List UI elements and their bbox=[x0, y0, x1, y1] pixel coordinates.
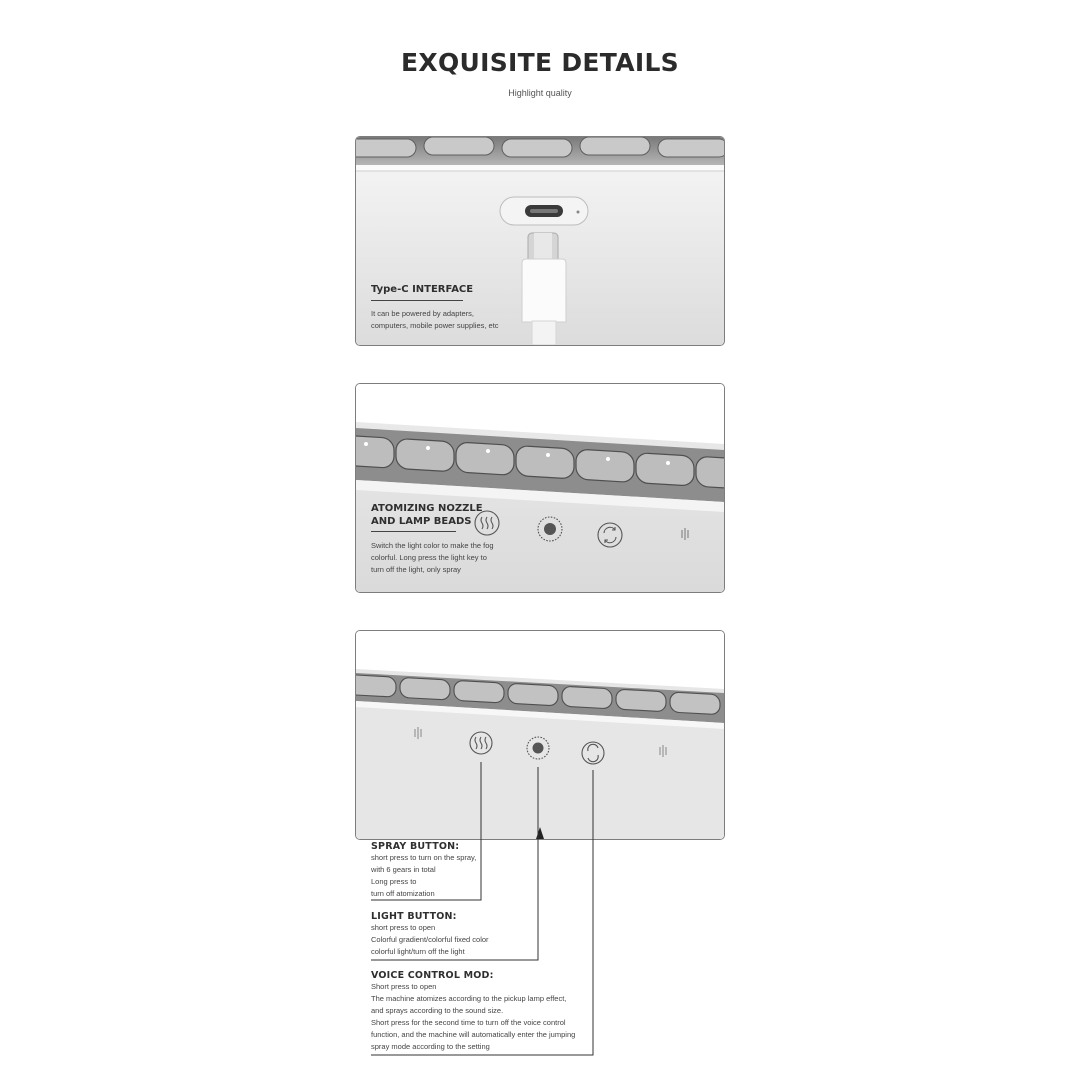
page-title: EXQUISITE DETAILS bbox=[401, 48, 679, 77]
voice-desc-line: Short press for the second time to turn off the voice control bbox=[371, 1018, 566, 1027]
typec-description: It can be powered by adapters, computers, mobile power supplies, etc bbox=[371, 309, 499, 330]
spray-desc-line: with 6 gears in total bbox=[371, 865, 436, 874]
light-desc-line: short press to open bbox=[371, 923, 436, 932]
spray-button-heading: SPRAY BUTTON: bbox=[371, 841, 460, 852]
light-button-heading: LIGHT BUTTON: bbox=[371, 911, 457, 922]
light-desc-line: colorful light/turn off the light bbox=[371, 947, 465, 956]
page-subtitle: Highlight quality bbox=[508, 88, 572, 98]
typec-title: Type-C INTERFACE bbox=[371, 284, 474, 295]
voice-desc-line: The machine atomizes according to the pickup lamp effect, bbox=[371, 994, 567, 1003]
nozzle-title: ATOMIZING NOZZLE AND LAMP BEADS bbox=[371, 503, 483, 527]
nozzle-description: Switch the light color to make the fog colorful. Long press the light key to turn off the light, only spray bbox=[371, 541, 494, 574]
voice-desc-line: and sprays according to the sound size. bbox=[371, 1006, 504, 1015]
spray-desc-line: turn off atomization bbox=[371, 889, 435, 898]
voice-desc-line: function, and the machine will automatically enter the jumping bbox=[371, 1030, 576, 1039]
spray-desc-line: Long press to bbox=[371, 877, 417, 886]
spray-desc-line: short press to turn on the spray, bbox=[371, 853, 477, 862]
light-desc-line: Colorful gradient/colorful fixed color bbox=[371, 935, 489, 944]
voice-control-heading: VOICE CONTROL MOD: bbox=[371, 970, 494, 981]
voice-desc-line: Short press to open bbox=[371, 982, 437, 991]
voice-desc-line: spray mode according to the setting bbox=[371, 1042, 490, 1051]
